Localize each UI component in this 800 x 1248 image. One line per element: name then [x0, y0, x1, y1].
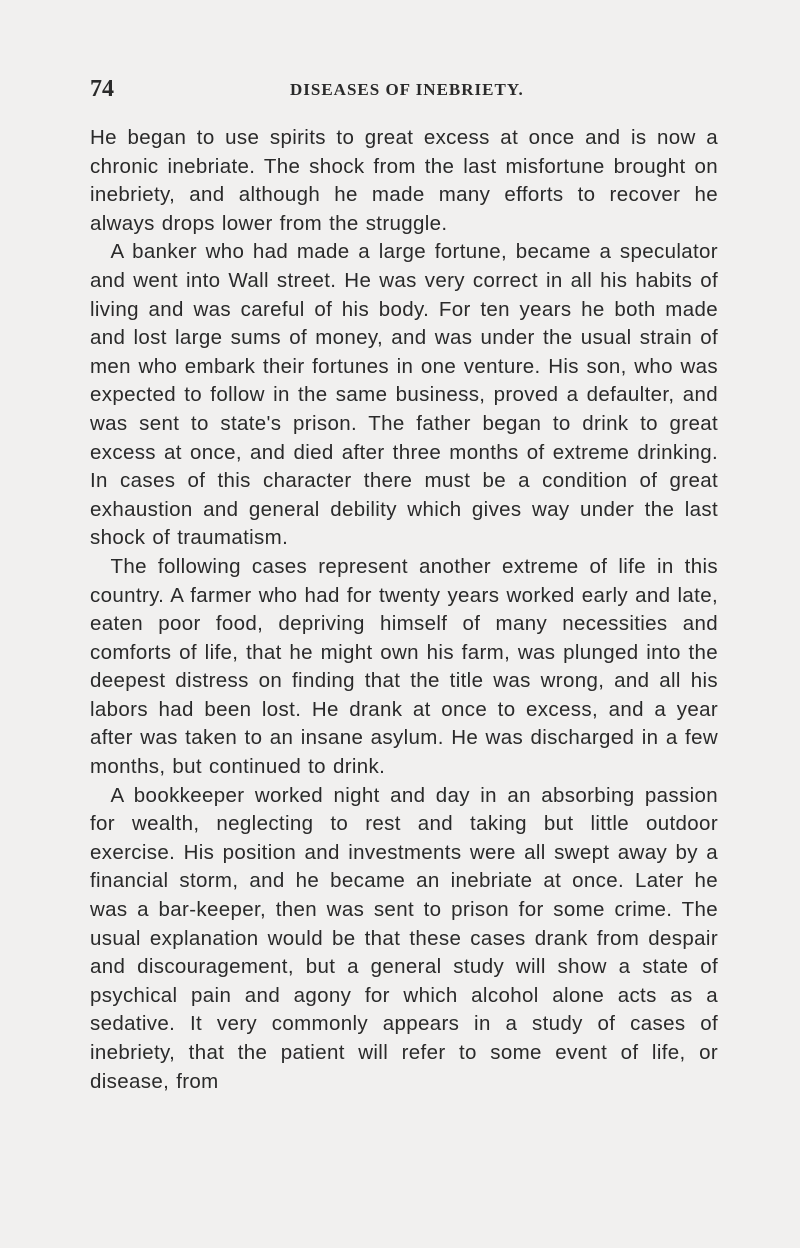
paragraph: The following cases represent another extreme of life in this country. A farmer who had for twenty years worked early and late, eaten poor food, depriving himself of many necessities and comforts of life, that he might own his farm, was plunged into the deepest distress on finding that the title was wrong, and all his labors had been lost. He drank at once to excess, and a year after was taken to an insane asylum. He was discharged in a few months, but continued to drink.: [90, 554, 718, 779]
paragraph: He began to use spirits to great excess at once and is now a chronic inebriate. The shock from the last misfortune brought on inebriety, and although he made many efforts to recover he always drops lower from the struggle.: [90, 126, 718, 235]
page-number: 74: [90, 76, 114, 102]
body-text: [90, 124, 718, 1096]
paragraph: A bookkeeper worked night and day in an absorbing passion for wealth, neglecting to rest and taking but little outdoor exercise. His position and investments were all swept away by a financial storm, and he became an inebriate at once. Later he was a bar-keeper, then was sent to prison for some crime. The usual explanation would be that these cases drank from despair and discouragement, but a general study will show a state of psychical pain and agony for which alcohol alone acts as a sedative. It very commonly appears in a study of cases of inebriety, that the patient will refer to some event of life, or disease, from: [90, 783, 718, 1093]
page-header: [90, 76, 718, 110]
running-head: DISEASES OF INEBRIETY.: [290, 80, 524, 99]
book-page: [90, 76, 718, 1096]
paragraph: A banker who had made a large fortune, became a speculator and went into Wall street. He was very correct in all his habits of living and was careful of his body. For ten years he both made and lost large sums of money, and was under the usual strain of men who embark their fortunes in one venture. His son, who was expected to follow in the same business, proved a defaulter, and was sent to state's prison. The father began to drink to great excess at once, and died after three months of extreme drinking. In cases of this character there must be a condition of great exhaustion and general debility which gives way under the last shock of traumatism.: [90, 240, 718, 550]
